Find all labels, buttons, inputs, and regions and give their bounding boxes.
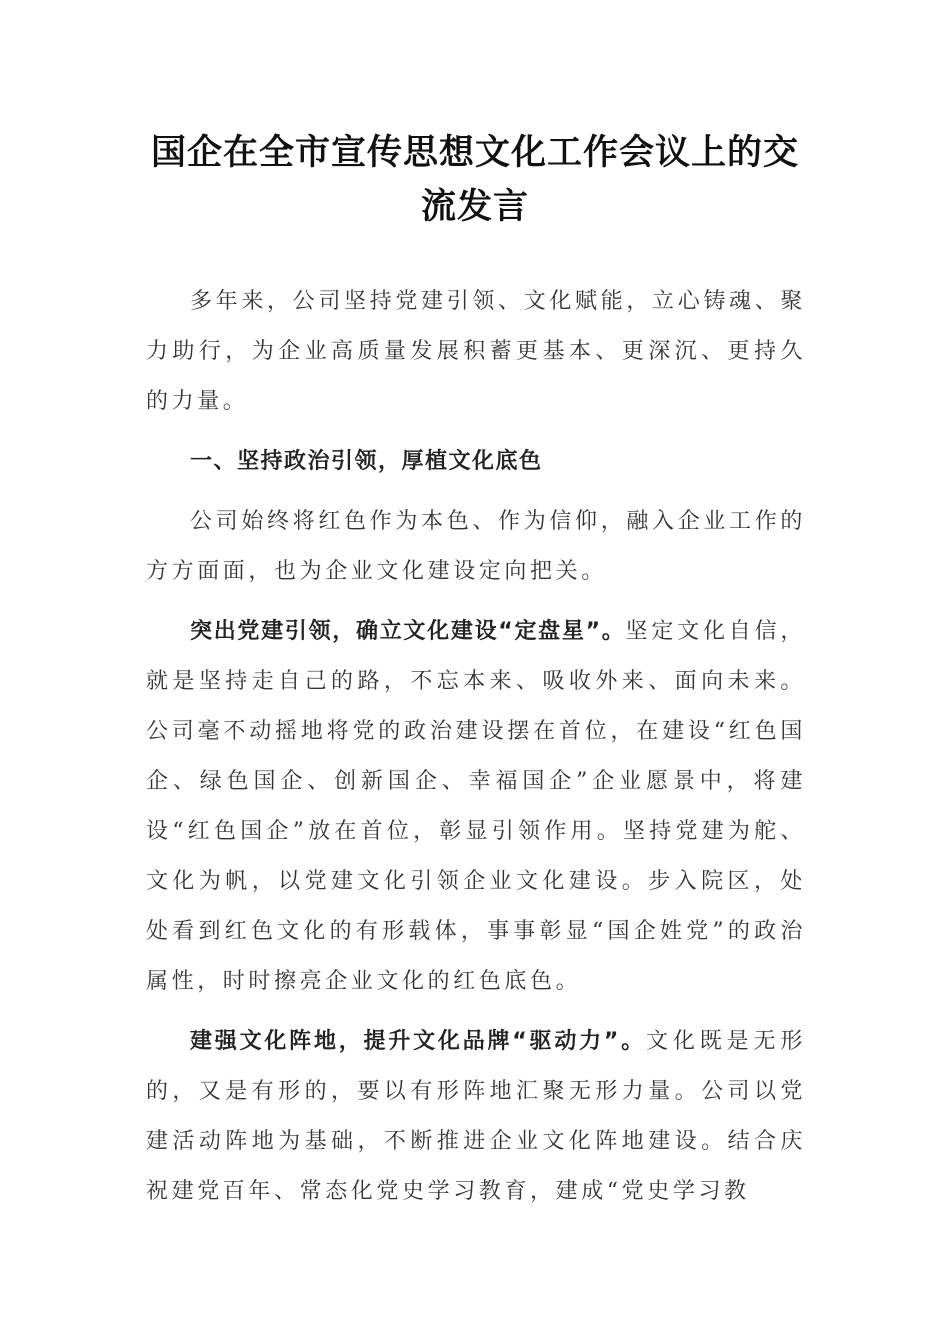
point-paragraph-1 <box>146 607 806 1007</box>
intro-paragraph: 多年来，公司坚持党建引领、文化赋能，立心铸魂、聚力助行，为企业高质量发展积蓄更基本、更深沉、更持久的力量。 <box>146 289 806 414</box>
point-paragraph-2 <box>146 1017 806 1217</box>
point-lead-1: 突出党建引领，确立文化建设“定盘星”。 <box>190 619 626 644</box>
section-intro-paragraph: 公司始终将红色作为本色、作为信仰，融入企业工作的方方面面，也为企业文化建设定向把关。 <box>146 509 806 584</box>
point-text-1: 坚定文化自信，就是坚持走自己的路，不忘本来、吸收外来、面向未来。公司毫不动摇地将党的政治建设摆在首位，在建设“红色国企、绿色国企、创新国企、幸福国企”企业愿景中，将建设“红色国企”放在首位，彰显引领作用。坚持党建为舵、文化为帆，以党建文化引领企业文化建设。步入院区，处处看到红色文化的有形载体，事事彰显“国企姓党”的政治属性，时时擦亮企业文化的红色底色。 <box>146 619 807 994</box>
point-lead-2: 建强文化阵地，提升文化品牌“驱动力”。 <box>190 1029 646 1054</box>
document-title: 国企在全市宣传思想文化工作会议上的交流发言 <box>150 133 799 227</box>
point-text-2: 文化既是无形的，又是有形的，要以有形阵地汇聚无形力量。公司以党建活动阵地为基础，不断推进企业文化阵地建设。结合庆祝建党百年、常态化党史学习教育，建成“党史学习教 <box>146 1029 806 1204</box>
document-body <box>146 277 806 1227</box>
section-heading: 一、坚持政治引领，厚植文化底色 <box>190 449 543 474</box>
